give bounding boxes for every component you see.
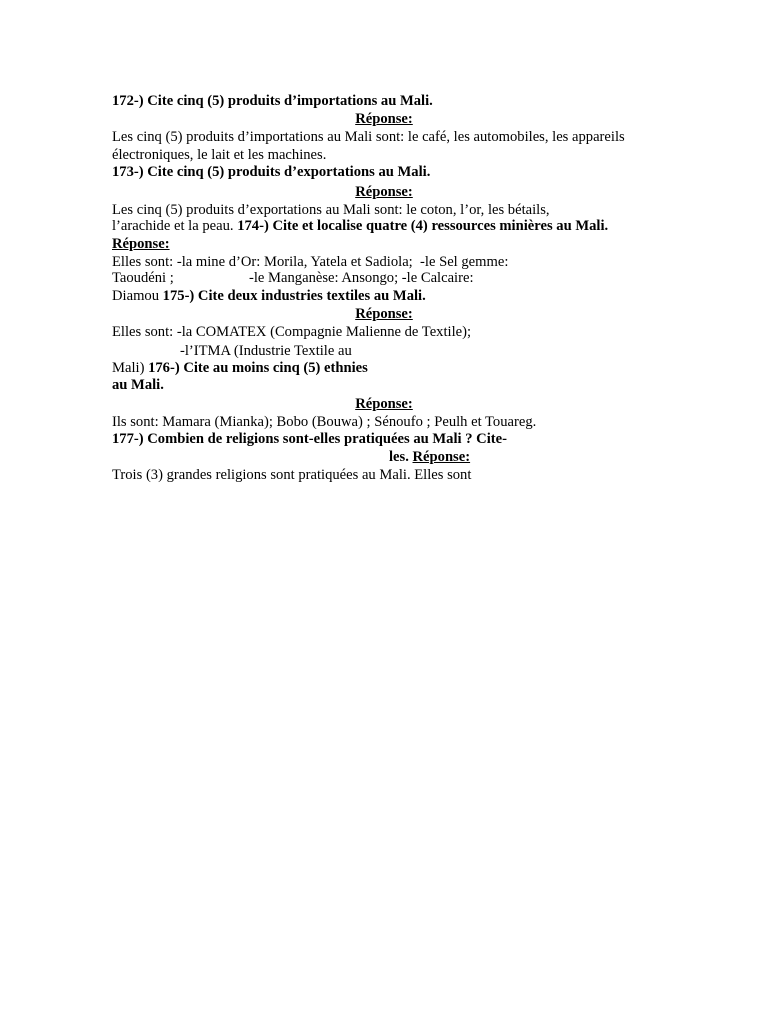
answer-174-line-1: Elles sont: -la mine d’Or: Morila, Yatela et Sadiola; -le Sel gemme: (112, 254, 509, 270)
response-label-176: Réponse: (355, 396, 413, 412)
answer-174-line-3 (112, 288, 426, 305)
answer-176-line-1: Ils sont: Mamara (Mianka); Bobo (Bouwa) ; Sénoufo ; Peulh et Touareg. (112, 414, 537, 430)
answer-174-line-2-b: -le Manganèse: Ansongo; -le Calcaire: (249, 270, 474, 286)
answer-173-line-2-text: l’arachide et la peau. (112, 218, 238, 234)
question-177-part-2-line (389, 449, 470, 466)
answer-172-line-1: Les cinq (5) produits d’importations au Mali sont: le café, les automobiles, les appareils (112, 129, 625, 145)
question-175: 175-) Cite deux industries textiles au Mali. (162, 288, 426, 304)
answer-175-line-3 (112, 360, 368, 377)
response-label-175: Réponse: (355, 306, 413, 322)
response-label-174: Réponse: (112, 236, 170, 252)
answer-175-line-3-text: Mali) (112, 360, 149, 376)
question-172: 172-) Cite cinq (5) produits d’importations au Mali. (112, 93, 433, 109)
question-173: 173-) Cite cinq (5) produits d’exportations au Mali. (112, 164, 431, 180)
answer-172-line-2: électroniques, le lait et les machines. (112, 147, 327, 163)
question-177-part-1: 177-) Combien de religions sont-elles pratiquées au Mali ? Cite- (112, 431, 507, 447)
question-177-part-2: les. (389, 449, 413, 465)
answer-174-line-3-text: Diamou (112, 288, 163, 304)
answer-177-line-1: Trois (3) grandes religions sont pratiquées au Mali. Elles sont (112, 467, 472, 483)
answer-175-line-2: -l’ITMA (Industrie Textile au (180, 343, 352, 359)
question-176-part-2: au Mali. (112, 377, 164, 393)
response-label-177: Réponse: (412, 449, 471, 465)
answer-173-line-1: Les cinq (5) produits d’exportations au Mali sont: le coton, l’or, les bétails, (112, 202, 550, 218)
response-label-173: Réponse: (355, 184, 413, 200)
question-176-part-1: 176-) Cite au moins cinq (5) ethnies (148, 360, 368, 376)
question-174: 174-) Cite et localise quatre (4) ressources minières au Mali. (237, 218, 609, 234)
answer-175-line-1: Elles sont: -la COMATEX (Compagnie Malienne de Textile); (112, 324, 472, 340)
response-label-172: Réponse: (355, 111, 413, 127)
answer-174-line-2-a: Taoudéni ; (112, 270, 174, 286)
answer-173-line-2 (112, 218, 608, 235)
